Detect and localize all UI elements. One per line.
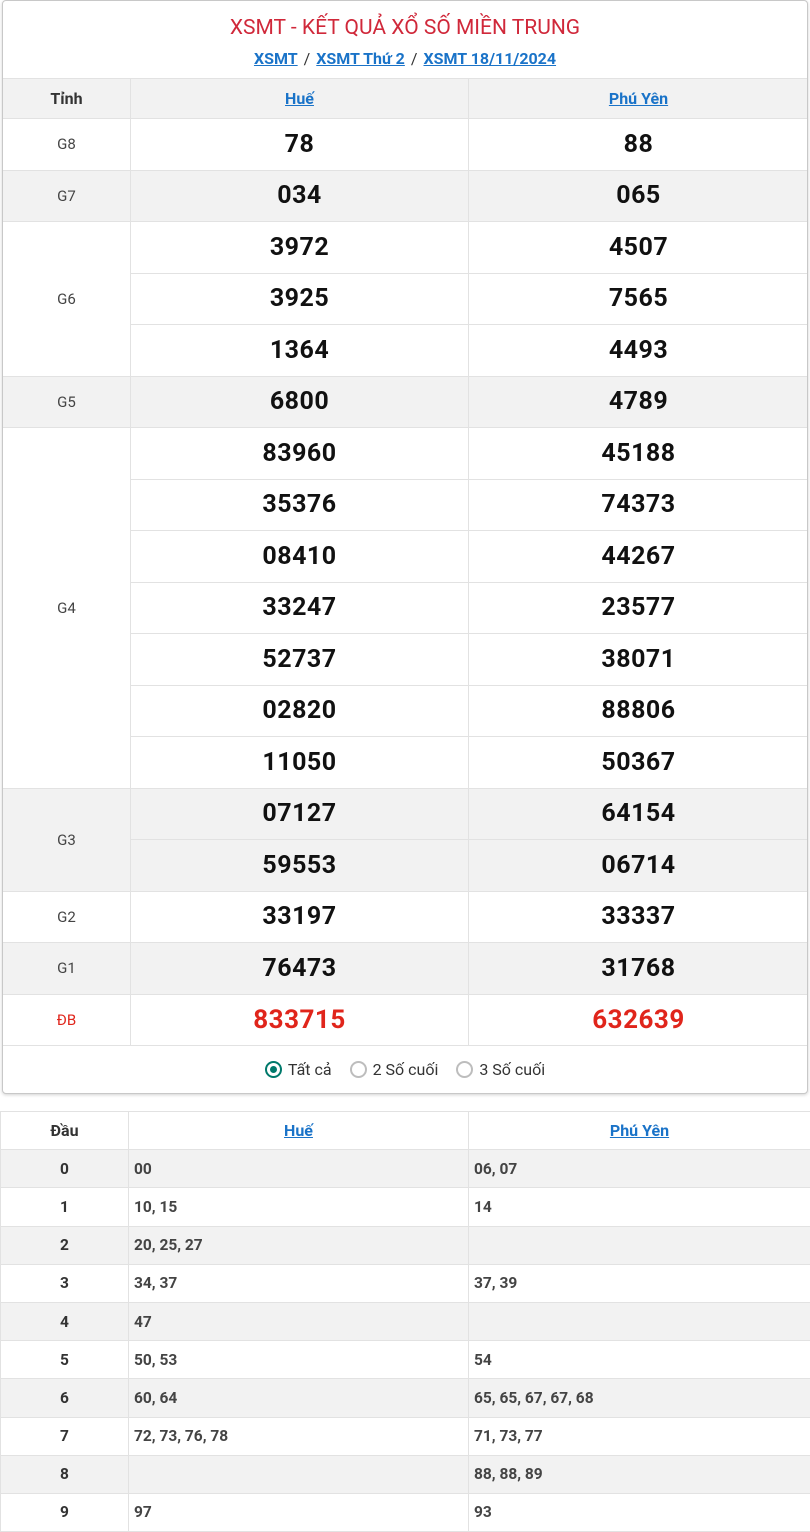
loto-values: 88, 88, 89 [469, 1455, 810, 1493]
prize-number: 33337 [469, 891, 809, 943]
prize-number: 44267 [469, 531, 809, 583]
loto-values: 34, 37 [129, 1264, 469, 1302]
loto-values: 06, 07 [469, 1150, 810, 1188]
filter-last-2[interactable] [350, 1060, 439, 1079]
loto-row [1, 1379, 810, 1417]
prize-row [3, 222, 809, 274]
prize-number: 065 [469, 170, 809, 222]
prize-number: 833715 [131, 994, 469, 1046]
prize-number: 02820 [131, 685, 469, 737]
prize-number: 33247 [131, 582, 469, 634]
loto-values: 10, 15 [129, 1188, 469, 1226]
loto-head-digit: 0 [1, 1150, 129, 1188]
loto-head-table [0, 1111, 810, 1532]
prize-label: G2 [3, 891, 131, 943]
loto-body [1, 1150, 810, 1532]
loto-row [1, 1417, 810, 1455]
loto-row [1, 1341, 810, 1379]
prize-number: 632639 [469, 994, 809, 1046]
prize-number: 11050 [131, 737, 469, 789]
head-column-header: Đầu [1, 1112, 129, 1150]
radio-icon[interactable] [350, 1061, 367, 1078]
prize-row [3, 428, 809, 480]
results-body [3, 119, 809, 1046]
prize-number: 034 [131, 170, 469, 222]
filter-all[interactable] [265, 1060, 332, 1079]
loto-values: 37, 39 [469, 1264, 810, 1302]
loto-row [1, 1150, 810, 1188]
results-header-row [3, 79, 809, 119]
prize-number: 3972 [131, 222, 469, 274]
loto-values: 97 [129, 1493, 469, 1531]
prize-row [3, 119, 809, 171]
filter-label: Tất cả [288, 1060, 332, 1079]
prize-label: G3 [3, 788, 131, 891]
loto-head-digit: 6 [1, 1379, 129, 1417]
filter-last-3[interactable] [456, 1060, 545, 1079]
prize-number: 50367 [469, 737, 809, 789]
filter-label: 3 Số cuối [479, 1060, 545, 1079]
loto-values [469, 1302, 810, 1340]
loto-province-link-phu-yen[interactable]: Phú Yên [610, 1121, 669, 1140]
prize-number: 88 [469, 119, 809, 171]
province-column-header: Tỉnh [3, 79, 131, 119]
prize-number: 59553 [131, 840, 469, 892]
loto-values: 00 [129, 1150, 469, 1188]
prize-number: 23577 [469, 582, 809, 634]
loto-values: 14 [469, 1188, 810, 1226]
breadcrumb-separator: / [411, 49, 418, 68]
loto-values: 72, 73, 76, 78 [129, 1417, 469, 1455]
loto-head-digit: 9 [1, 1493, 129, 1531]
loto-values [469, 1226, 810, 1264]
prize-number: 33197 [131, 891, 469, 943]
loto-row [1, 1302, 810, 1340]
filter-label: 2 Số cuối [373, 1060, 439, 1079]
prize-number: 83960 [131, 428, 469, 480]
loto-row [1, 1226, 810, 1264]
prize-number: 78 [131, 119, 469, 171]
prize-row [3, 376, 809, 428]
prize-row [3, 943, 809, 995]
breadcrumb-xsmt-date[interactable]: XSMT 18/11/2024 [423, 49, 556, 68]
prize-number: 74373 [469, 479, 809, 531]
prize-number: 64154 [469, 788, 809, 840]
loto-row [1, 1264, 810, 1302]
loto-head-digit: 1 [1, 1188, 129, 1226]
prize-number: 07127 [131, 788, 469, 840]
prize-row [3, 788, 809, 840]
loto-values: 93 [469, 1493, 810, 1531]
loto-head-digit: 4 [1, 1302, 129, 1340]
prize-number: 45188 [469, 428, 809, 480]
loto-values: 71, 73, 77 [469, 1417, 810, 1455]
prize-label: G7 [3, 170, 131, 222]
loto-values: 65, 65, 67, 67, 68 [469, 1379, 810, 1417]
prize-number: 4789 [469, 376, 809, 428]
loto-values: 20, 25, 27 [129, 1226, 469, 1264]
prize-number: 88806 [469, 685, 809, 737]
breadcrumb-separator: / [304, 49, 311, 68]
province-header-hue [131, 79, 469, 119]
breadcrumb [3, 44, 807, 78]
loto-values: 54 [469, 1341, 810, 1379]
breadcrumb-xsmt[interactable]: XSMT [254, 49, 298, 68]
breadcrumb-xsmt-thu-2[interactable]: XSMT Thứ 2 [316, 49, 405, 68]
prize-number: 6800 [131, 376, 469, 428]
loto-header-row [1, 1112, 810, 1150]
prize-label: G8 [3, 119, 131, 171]
prize-number: 38071 [469, 634, 809, 686]
loto-header-phu-yen [469, 1112, 810, 1150]
loto-head-digit: 8 [1, 1455, 129, 1493]
prize-number: 08410 [131, 531, 469, 583]
loto-values: 50, 53 [129, 1341, 469, 1379]
prize-label: G1 [3, 943, 131, 995]
prize-number: 31768 [469, 943, 809, 995]
loto-head-digit: 2 [1, 1226, 129, 1264]
prize-number: 3925 [131, 273, 469, 325]
prize-row [3, 994, 809, 1046]
loto-province-link-hue[interactable]: Huế [284, 1121, 313, 1140]
radio-selected-icon[interactable] [265, 1061, 282, 1078]
province-link-hue[interactable]: Huế [285, 89, 314, 108]
prize-label: G5 [3, 376, 131, 428]
province-header-phu-yen [469, 79, 809, 119]
province-link-phu-yen[interactable]: Phú Yên [609, 89, 668, 108]
prize-row [3, 170, 809, 222]
prize-number: 4493 [469, 325, 809, 377]
prize-label: G4 [3, 428, 131, 789]
loto-row [1, 1493, 810, 1531]
loto-values: 60, 64 [129, 1379, 469, 1417]
page-title: XSMT - KẾT QUẢ XỔ SỐ MIỀN TRUNG [3, 1, 807, 44]
loto-head-digit: 3 [1, 1264, 129, 1302]
prize-label: ĐB [3, 994, 131, 1046]
prize-number: 1364 [131, 325, 469, 377]
loto-row [1, 1455, 810, 1493]
loto-header-hue [129, 1112, 469, 1150]
loto-head-digit: 7 [1, 1417, 129, 1455]
prize-number: 35376 [131, 479, 469, 531]
results-card [2, 0, 808, 1094]
loto-values: 47 [129, 1302, 469, 1340]
radio-icon[interactable] [456, 1061, 473, 1078]
prize-number: 52737 [131, 634, 469, 686]
loto-values [129, 1455, 469, 1493]
digit-filter [3, 1044, 807, 1094]
prize-number: 7565 [469, 273, 809, 325]
prize-number: 4507 [469, 222, 809, 274]
loto-row [1, 1188, 810, 1226]
prize-row [3, 891, 809, 943]
prize-label: G6 [3, 222, 131, 377]
prize-number: 76473 [131, 943, 469, 995]
loto-head-digit: 5 [1, 1341, 129, 1379]
results-table [2, 78, 808, 1046]
prize-number: 06714 [469, 840, 809, 892]
